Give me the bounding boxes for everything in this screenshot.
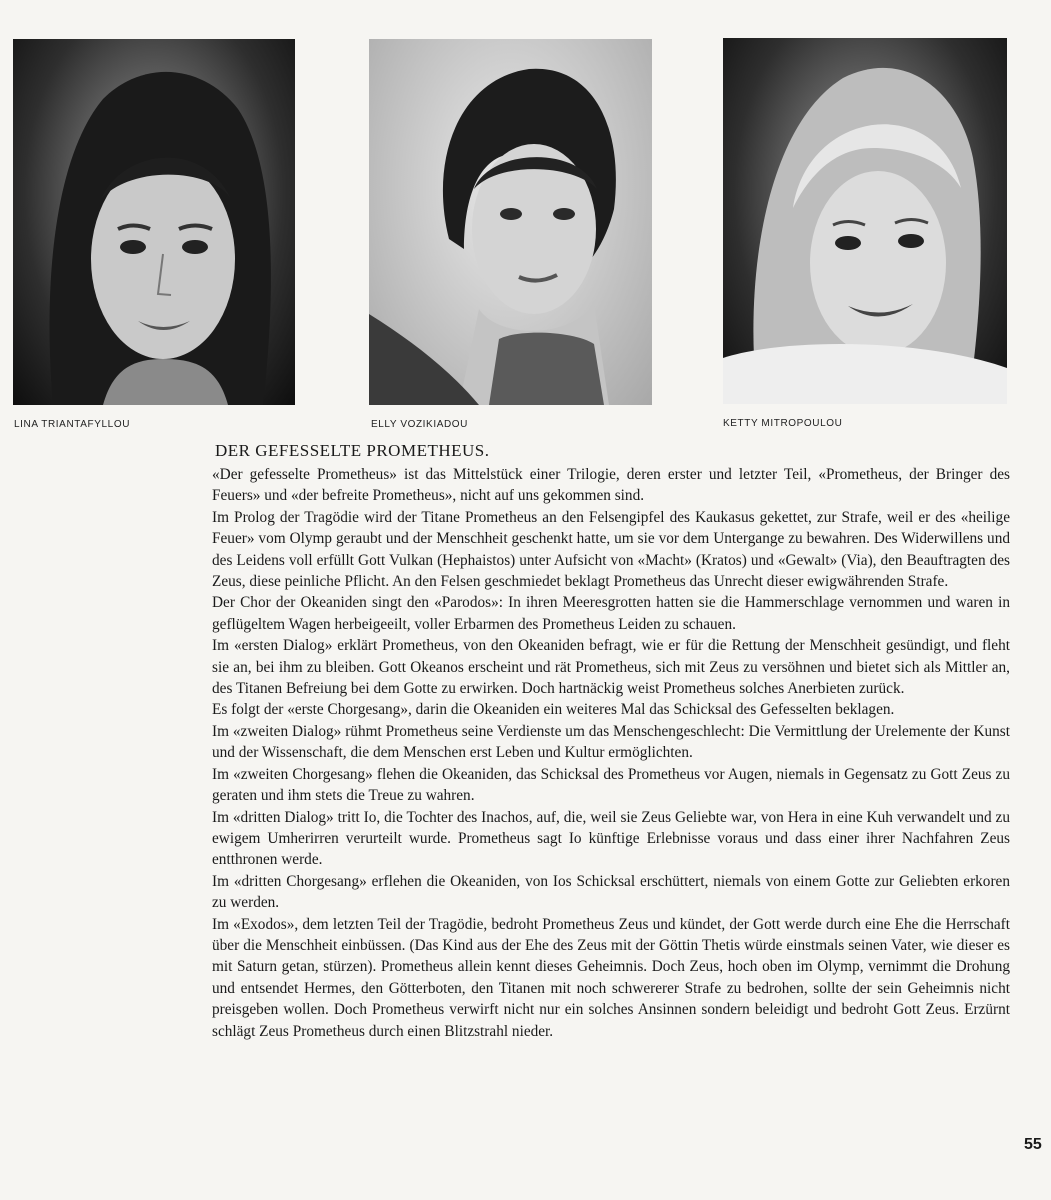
article-paragraph: Im «Exodos», dem letzten Teil der Tragödie, bedroht Prometheus Zeus und kündet, der Gott werde durch eine Ehe die Herrschaft über die Menschheit einbüssen. (Das Kind aus der Ehe des Zeus mit der Göttin Thetis würde einstmals seinen Vater, wie dieser es mit Saturn getan, stürzen). Prometheus allein kennt dieses Geheimnis. Doch Zeus, hoch oben im Olymp, vernimmt die Drohung und entsendet Hermes, den Götterboten, den Titanen mit noch schwererer Strafe zu bedrohen, sollte der sein Geheimnis nicht preisgeben wollen. Doch Prometheus verwirft nicht nur ein solches Ansinnen sondern beleidigt und bedroht Gott Zeus. Erzürnt schlägt Zeus Prometheus durch einen Blitzstrahl nieder.	[212, 915, 1010, 1040]
article-paragraph: Im «zweiten Chorgesang» flehen die Okeaniden, das Schicksal des Prometheus vor Augen, niemals in Gegensatz zu Gott Zeus zu geraten und ihm stets die Treue zu wahren.	[212, 765, 1010, 805]
portrait-photo-elly-vozikiadou	[369, 39, 652, 405]
article-paragraph: Im «dritten Chorgesang» erflehen die Okeaniden, von Ios Schicksal erschüttert, niemals von einem Gotte zur Geliebten erkoren zu werden.	[212, 872, 1010, 912]
article-paragraph: Im Prolog der Tragödie wird der Titane Prometheus an den Felsengipfel des Kaukasus gekettet, zur Strafe, weil er des «heilige Feuer» vom Olymp geraubt und der Menschheit geschenkt hatte, um sie vor dem Untergange zu bewahren. Des Widerwillens und des Leidens voll erfüllt Gott Vulkan (Hephaistos) unter Aufsicht von «Macht» (Kratos) und «Gewalt» (Via), den Beauftragten des Zeus, diese peinliche Pflicht. An den Felsen geschmiedet beklagt Prometheus das Unrecht dieser ewigwährenden Strafe.	[212, 508, 1010, 591]
article-paragraph: Es folgt der «erste Chorgesang», darin die Okeaniden ein weiteres Mal das Schicksal des Gefesselten beklagen.	[212, 701, 895, 719]
article-paragraph: Im «zweiten Dialog» rühmt Prometheus seine Verdienste um das Menschengeschlecht: Die Vermittlung der Urelemente der Kunst und der Wissenschaft, die dem Menschen erst Leben und Kultur ermöglichten.	[212, 722, 1010, 762]
article-body	[212, 464, 1010, 1042]
portrait-photo-lina-triantafyllou	[13, 39, 295, 405]
article-paragraph: Im «ersten Dialog» erklärt Prometheus, von den Okeaniden befragt, wie er für die Rettung der Menschheit gesündigt, und fleht sie an, bei ihm zu bleiben. Gott Okeanos erscheint und rät Prometheus, sich mit Zeus zu versöhnen und bietet sich als Mittler an, des Titanen Befreiung bei dem Gotte zu erwirken. Doch hartnäckig weist Prometheus solches Anerbieten zurück.	[212, 637, 1010, 698]
article-title: DER GEFESSELTE PROMETHEUS.	[215, 441, 490, 460]
article-paragraph: Im «dritten Dialog» tritt Io, die Tochter des Inachos, auf, die, weil sie Zeus Geliebte war, von Hera in eine Kuh verwandelt und zu ewigem Umherirren verurteilt wurde. Prometheus sagt Io künftige Erlebnisse voraus und dass einer ihrer Nachfahren Zeus entthronen werde.	[212, 808, 1010, 869]
portrait-caption: LINA TRIANTAFYLLOU	[14, 419, 131, 430]
article-paragraph: Der Chor der Okeaniden singt den «Parodos»: In ihren Meeresgrotten hatten sie die Hammerschlage vernommen und waren in geflügeltem Wagen herbeigeeilt, voller Erbarmen des Prometheus Leiden zu schauen.	[212, 594, 1010, 633]
article-paragraph: «Der gefesselte Prometheus» ist das Mittelstück einer Trilogie, deren erster und letzter Teil, «Prometheus, der Bringer des Feuers» und «der befreite Prometheus», nicht auf uns gekommen sind.	[212, 466, 1010, 505]
page-number: 55	[1024, 1136, 1042, 1153]
portrait-caption: ELLY VOZIKIADOU	[371, 419, 468, 430]
portrait-caption: KETTY MITROPOULOU	[723, 418, 843, 429]
portrait-photo-ketty-mitropoulou	[723, 38, 1007, 404]
